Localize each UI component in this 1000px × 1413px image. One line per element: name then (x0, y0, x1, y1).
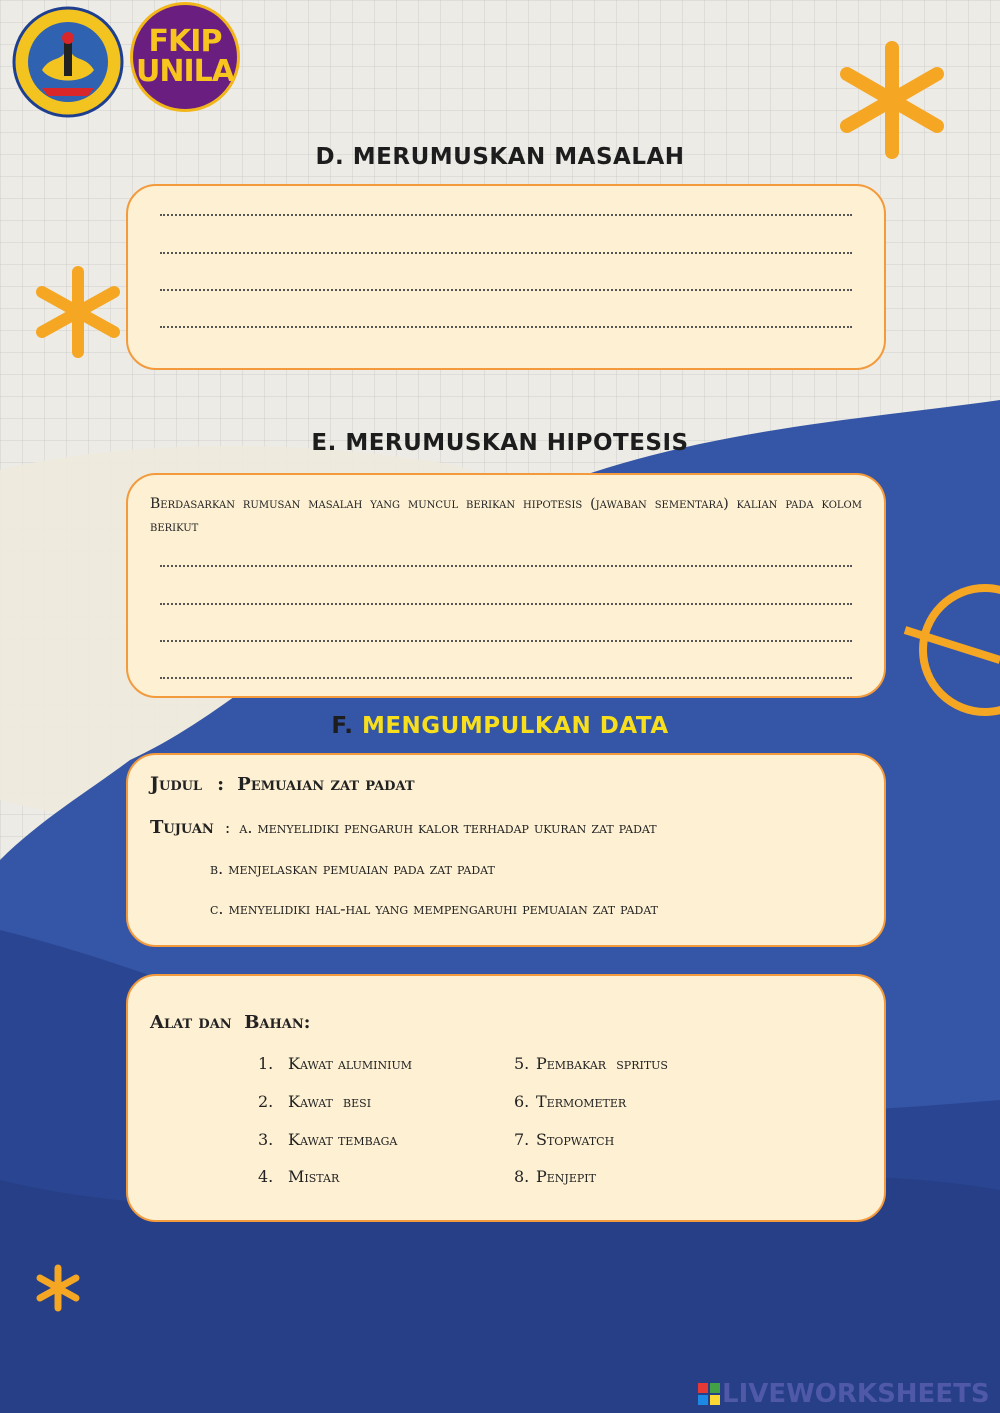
section-d-answer-box[interactable] (126, 184, 886, 370)
list-item: 2. Kawat besi (258, 1092, 372, 1111)
section-f-title (0, 713, 1000, 739)
answer-line[interactable] (160, 214, 852, 216)
list-item: 5. Pembakar spritus (514, 1054, 668, 1073)
list-item: 6. Termometer (514, 1092, 627, 1111)
section-f-info-box (126, 753, 886, 947)
asterisk-icon (847, 48, 937, 152)
judul-label: Judul (150, 773, 203, 795)
answer-line[interactable] (160, 640, 852, 642)
tujuan-row (150, 817, 657, 838)
liveworksheets-icon (698, 1383, 720, 1405)
alat-bahan-box (126, 974, 886, 1222)
liveworksheets-text: LIVEWORKSHEETS (722, 1379, 990, 1409)
liveworksheets-logo[interactable] (698, 1379, 990, 1409)
list-item: 4. Mistar (258, 1167, 340, 1186)
unila-logo-icon (12, 6, 124, 118)
section-e-title: E. MERUMUSKAN HIPOTESIS (311, 430, 689, 456)
tujuan-item: c. menyelidiki hal-hal yang mempengaruhi pemuaian zat padat (210, 899, 659, 918)
judul-separator: : (217, 773, 225, 795)
list-item: 8. Penjepit (514, 1167, 596, 1186)
list-item: 3. Kawat tembaga (258, 1130, 398, 1149)
answer-line[interactable] (160, 565, 852, 567)
asterisk-icon (40, 1268, 76, 1308)
judul-row (150, 773, 415, 795)
tujuan-label: Tujuan (150, 817, 214, 838)
section-e-instruction: Berdasarkan rumusan masalah yang muncul berikan hipotesis (jawaban sementara) kalian pada kolom berikut (150, 496, 862, 535)
alat-bahan-label: Alat dan Bahan: (150, 1012, 311, 1033)
section-f-letter: F. (331, 713, 354, 739)
answer-line[interactable] (160, 677, 852, 679)
answer-line[interactable] (160, 603, 852, 605)
list-item: 7. Stopwatch (514, 1130, 615, 1149)
tujuan-separator: : (224, 818, 231, 837)
answer-line[interactable] (160, 289, 852, 291)
tujuan-item: a. menyelidiki pengaruh kalor terhadap ukuran zat padat (239, 818, 657, 837)
asterisk-icon (42, 272, 114, 352)
tujuan-item: b. menjelaskan pemuaian pada zat padat (210, 859, 495, 878)
fkip-logo-line1: FKIP (148, 24, 222, 59)
section-d-title: D. MERUMUSKAN MASALAH (315, 144, 685, 170)
answer-line[interactable] (160, 326, 852, 328)
answer-line[interactable] (160, 252, 852, 254)
fkip-unila-logo (130, 2, 240, 112)
list-item: 1. Kawat aluminium (258, 1054, 413, 1073)
judul-value: Pemuaian zat padat (237, 774, 415, 795)
section-e-answer-box[interactable] (126, 473, 886, 698)
fkip-logo-line2: UNILA (136, 54, 234, 89)
section-f-title-text: MENGUMPULKAN DATA (361, 713, 669, 739)
